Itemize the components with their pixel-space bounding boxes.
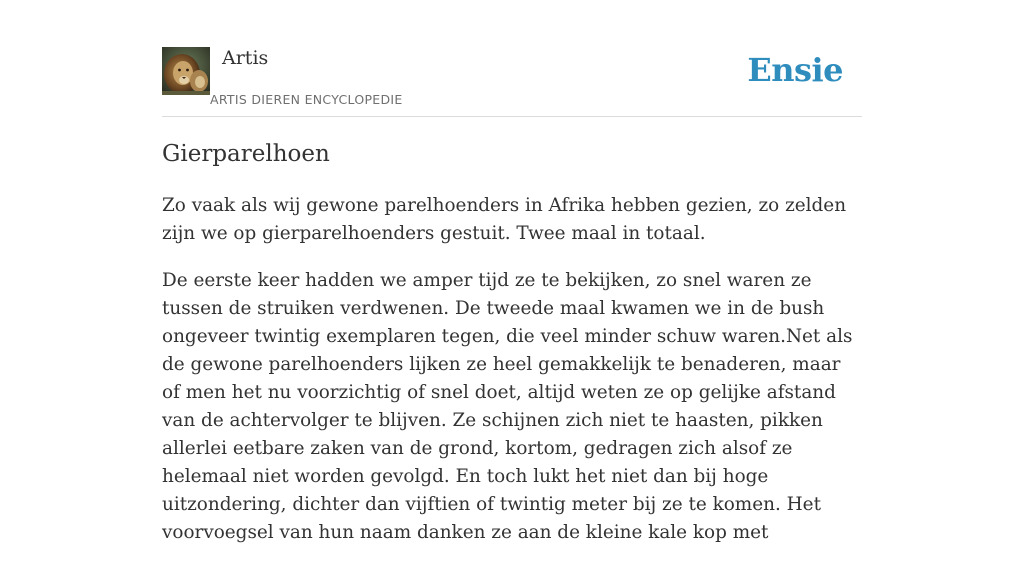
source-avatar[interactable] (162, 47, 210, 95)
article-paragraph: Zo vaak als wij gewone parelhoenders in Afrika hebben gezien, zo zelden zijn we op gierparelhoenders gestuit. Twee maal in totaal. (162, 195, 847, 244)
source-subtitle[interactable]: ARTIS DIEREN ENCYCLOPEDIE (210, 92, 403, 107)
article-paragraph: De eerste keer hadden we amper tijd ze te bekijken, zo snel waren ze tussen de struiken verdwenen. De tweede maal kwamen we in de bush ongeveer twintig exemplaren tegen, die veel minder schuw waren.Net als de gewone parelhoenders lijken ze heel gemakkelijk te benaderen, maar of men het nu voorzichtig of snel doet, altijd weten ze op gelijke afstand van de achtervolger te blijven. Ze schijnen zich niet te haasten, pikken allerlei eetbare zaken van de grond, kortom, gedragen zich alsof ze helemaal niet worden gevolgd. En toch lukt het niet dan bij hoge uitzondering, dichter dan vijftien of twintig meter bij ze te komen. Het voorvoegsel van hun naam danken ze aan de kleine kale kop met (162, 270, 853, 543)
lion-icon (162, 47, 210, 95)
article-body (162, 192, 864, 566)
article-title: Gierparelhoen (162, 141, 330, 167)
source-name[interactable]: Artis (222, 47, 269, 69)
ensie-logo[interactable]: Ensie (747, 51, 843, 89)
site-header (162, 46, 862, 117)
